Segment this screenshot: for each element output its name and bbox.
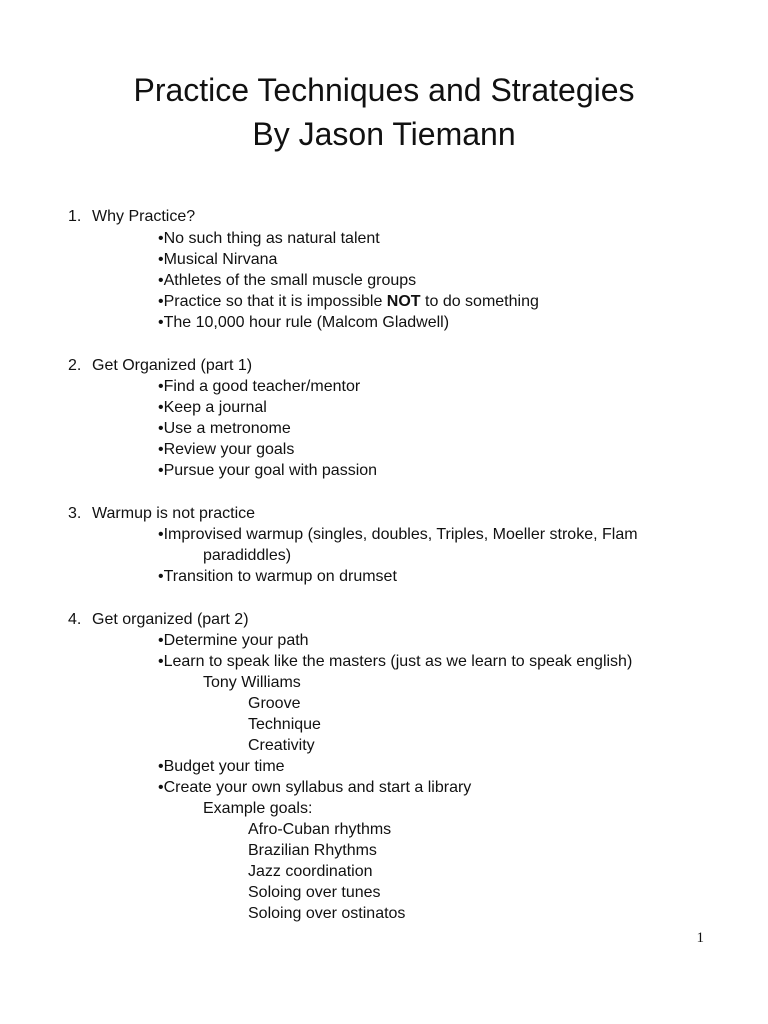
bullet-item: •Learn to speak like the masters (just as we learn to speak english) xyxy=(158,653,633,670)
emphasis-text: NOT xyxy=(386,293,421,310)
page-number: 1 xyxy=(696,930,704,946)
sub-sub-item: Soloing over tunes xyxy=(248,884,381,901)
bullet-item: •Musical Nirvana xyxy=(158,251,278,268)
section-number: 4. xyxy=(68,611,82,628)
section-number: 2. xyxy=(68,357,82,374)
bullet-item: •Transition to warmup on drumset xyxy=(158,568,397,585)
document-title: Practice Techniques and Strategies xyxy=(133,72,635,108)
bullet-item: •Use a metronome xyxy=(158,420,291,437)
section-heading xyxy=(68,503,255,524)
bullet-item: •Pursue your goal with passion xyxy=(158,462,378,479)
bullet-item: •Keep a journal xyxy=(158,399,267,416)
bullet-item: •Review your goals xyxy=(158,441,295,458)
bullet-item xyxy=(158,291,539,312)
section-heading-text: Warmup is not practice xyxy=(92,505,256,522)
section-heading-text: Get organized (part 2) xyxy=(92,611,249,628)
bullet-item: •The 10,000 hour rule (Malcom Gladwell) xyxy=(158,314,450,331)
bullet-item: •No such thing as natural talent xyxy=(158,230,380,247)
bullet-item: •Improvised warmup (singles, doubles, Triples, Moeller stroke, Flam xyxy=(158,526,638,543)
section-heading-text: Get Organized (part 1) xyxy=(92,357,253,374)
bullet-continuation: paradiddles) xyxy=(203,547,292,564)
bullet-item: •Find a good teacher/mentor xyxy=(158,378,361,395)
sub-sub-item: Afro-Cuban rhythms xyxy=(248,821,392,838)
bullet-item: •Determine your path xyxy=(158,632,309,649)
section-number: 1. xyxy=(68,208,82,225)
bullet-item: •Budget your time xyxy=(158,758,285,775)
section-heading xyxy=(68,206,195,227)
sub-sub-item: Soloing over ostinatos xyxy=(248,905,406,922)
bullet-item: •Create your own syllabus and start a library xyxy=(158,779,472,796)
bullet-text: to do something xyxy=(420,293,539,310)
bullet-item: •Athletes of the small muscle groups xyxy=(158,272,417,289)
section-number: 3. xyxy=(68,505,82,522)
sub-item: Tony Williams xyxy=(203,674,301,691)
sub-sub-item: Technique xyxy=(248,716,321,733)
sub-sub-item: Groove xyxy=(248,695,301,712)
document-author: By Jason Tiemann xyxy=(252,116,516,152)
section-heading-text: Why Practice? xyxy=(92,208,196,225)
bullet-text: •Practice so that it is impossible xyxy=(158,293,387,310)
section-heading xyxy=(68,355,252,376)
sub-item: Example goals: xyxy=(203,800,313,817)
section-heading xyxy=(68,609,249,630)
sub-sub-item: Brazilian Rhythms xyxy=(248,842,377,859)
sub-sub-item: Jazz coordination xyxy=(248,863,373,880)
sub-sub-item: Creativity xyxy=(248,737,315,754)
